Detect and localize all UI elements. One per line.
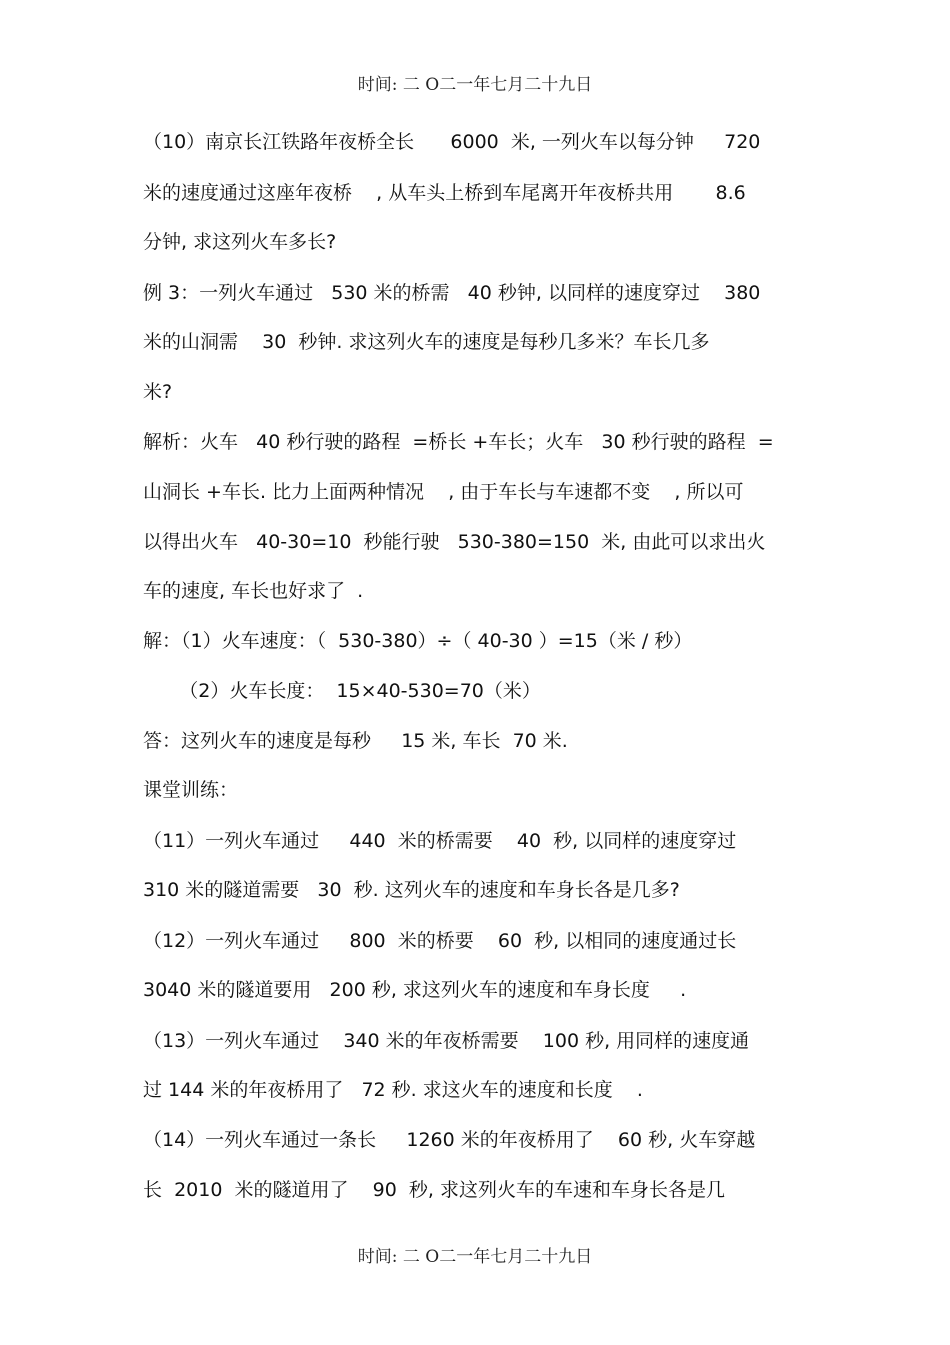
text-line: 过 144 米的年夜桥用了 72 秒. 求这火车的速度和长度 . — [143, 1079, 643, 1101]
text-line: 答：这列火车的速度是每秒 15 米, 车长 70 米. — [143, 730, 568, 752]
text-line: 3040 米的隧道要用 200 秒, 求这列火车的速度和车身长度 . — [143, 979, 687, 1001]
text-line: 米的山洞需 30 秒钟. 求这列火车的速度是每秒几多米？车长几多 — [143, 331, 710, 353]
text-line: 车的速度, 车长也好求了 . — [143, 580, 364, 602]
text-line: 310 米的隧道需要 30 秒. 这列火车的速度和车身长各是几多? — [143, 879, 680, 901]
text-line: 以得出火车 40-30=10 秒能行驶 530-380=150 米, 由此可以求出火 — [143, 531, 766, 553]
text-line: 山洞长 +车长. 比力上面两种情况 , 由于车长与车速都不变 , 所以可 — [143, 481, 744, 503]
text-line: （13）一列火车通过 340 米的年夜桥需要 100 秒, 用同样的速度通 — [143, 1030, 750, 1052]
page-header: 时间: 二 O二一年七月二十九日 — [357, 75, 593, 95]
text-line: （14）一列火车通过一条长 1260 米的年夜桥用了 60 秒, 火车穿越 — [143, 1129, 756, 1151]
text-line: （12）一列火车通过 800 米的桥要 60 秒, 以相同的速度通过长 — [143, 930, 737, 952]
text-line: （2）火车长度： 15×40-530=70（米） — [143, 680, 541, 702]
page-footer: 时间: 二 O二一年七月二十九日 — [357, 1247, 593, 1267]
text-line: 例 3：一列火车通过 530 米的桥需 40 秒钟, 以同样的速度穿过 380 — [143, 282, 761, 304]
text-line: 米的速度通过这座年夜桥 , 从车头上桥到车尾离开年夜桥共用 8.6 — [143, 182, 746, 204]
text-line: 米? — [143, 381, 173, 403]
text-line: （11）一列火车通过 440 米的桥需要 40 秒, 以同样的速度穿过 — [143, 830, 737, 852]
text-line: 解析：火车 40 秒行驶的路程 =桥长 +车长；火车 30 秒行驶的路程 = — [143, 431, 774, 453]
text-line: 分钟, 求这列火车多长? — [143, 231, 337, 253]
text-line: 解：（1）火车速度：（ 530-380）÷（ 40-30 ）=15（米 / 秒） — [143, 630, 693, 652]
text-line: 课堂训练： — [143, 779, 239, 801]
text-line: 长 2010 米的隧道用了 90 秒, 求这列火车的车速和车身长各是几 — [143, 1179, 726, 1201]
text-line: （10）南京长江铁路年夜桥全长 6000 米, 一列火车以每分钟 720 — [143, 131, 761, 153]
